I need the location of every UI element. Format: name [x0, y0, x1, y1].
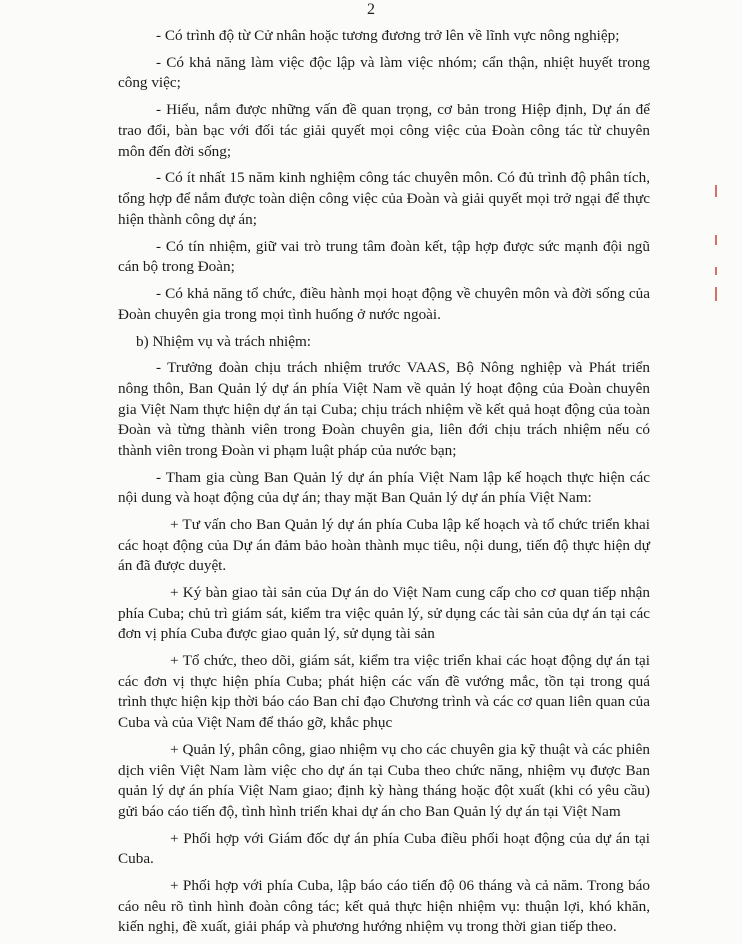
- paragraph-qualification-agreement: - Hiểu, nắm được những vấn đề quan trọng, cơ bản trong Hiệp định, Dự án để trao đổi, bàn bạc với đối tác giải quyết mọi công việc của Đoàn công tác từ chuyên môn đến đời sống;: [118, 101, 650, 160]
- margin-marks: [711, 185, 725, 315]
- paragraph-qualification-trust: - Có tín nhiệm, giữ vai trò trung tâm đoàn kết, tập hợp được sức mạnh đội ngũ cán bộ trong Đoàn;: [118, 237, 650, 276]
- paragraph-qualification-organization: - Có khả năng tổ chức, điều hành mọi hoạt động về chuyên môn và đời sống của Đoàn chuyên gia trong mọi tình huống ở nước ngoài.: [118, 285, 650, 323]
- document-body: [118, 26, 650, 944]
- paragraph-qualification-teamwork: - Có khả năng làm việc độc lập và làm việc nhóm; cẩn thận, nhiệt huyết trong công việc;: [118, 53, 650, 92]
- paragraph-duty-head: - Trưởng đoàn chịu trách nhiệm trước VAAS, Bộ Nông nghiệp và Phát triển nông thôn, Ban Quản lý dự án phía Việt Nam về quản lý hoạt động của Đoàn chuyên gia Việt Nam thực hiện dự án tại Cuba; chịu trách nhiệm về kết quả hoạt động của toàn Đoàn và từng thành viên trong Đoàn chuyên gia, liên đới chịu trách nhiệm nếu có thành viên trong Đoàn vi phạm luật pháp của nước bạn;: [118, 359, 650, 459]
- paragraph-task-report: + Phối hợp với phía Cuba, lập báo cáo tiến độ 06 tháng và cả năm. Trong báo cáo nêu rõ tình hình đoàn công tác; kết quả thực hiện nhiệm vụ: thuận lợi, khó khăn, kiến nghị, đề xuất, giải pháp và phương hướng nhiệm vụ trong thời gian tiếp theo.: [118, 877, 650, 936]
- paragraph-qualification-experience: - Có ít nhất 15 năm kinh nghiệm công tác chuyên môn. Có đủ trình độ phân tích, tổng hợp để nắm được toàn diện công việc của Đoàn và giải quyết mọi trở ngại để thực hiện thành công dự án;: [118, 169, 650, 228]
- page-number: 2: [367, 1, 375, 18]
- paragraph-task-coordinate: + Phối hợp với Giám đốc dự án phía Cuba điều phối hoạt động của dự án tại Cuba.: [118, 829, 650, 868]
- paragraph-qualification-degree: - Có trình độ từ Cử nhân hoặc tương đương trở lên về lĩnh vực nông nghiệp;: [156, 27, 620, 44]
- paragraph-task-supervise: + Tổ chức, theo dõi, giám sát, kiểm tra việc triển khai các hoạt động dự án tại các đơn vị thực hiện phía Cuba; phát hiện các vấn đề vướng mắc, tồn tại trong quá trình thực hiện kịp thời báo cáo Ban chỉ đạo Chương trình và các cơ quan liên quan của Cuba và của Việt Nam để tháo gỡ, khắc phục: [118, 652, 650, 732]
- section-heading-duties: b) Nhiệm vụ và trách nhiệm:: [136, 332, 312, 350]
- paragraph-task-manage: + Quản lý, phân công, giao nhiệm vụ cho các chuyên gia kỹ thuật và các phiên dịch viên Việt Nam làm việc cho dự án tại Cuba theo chức năng, nhiệm vụ được Ban quản lý dự án phía Việt Nam giao; định kỳ hàng tháng hoặc đột xuất (khi có yêu cầu) gửi báo cáo tiến độ, tình hình triển khai dự án cho Ban Quản lý dự án tại Việt Nam: [118, 740, 650, 820]
- paragraph-task-advise: + Tư vấn cho Ban Quản lý dự án phía Cuba lập kế hoạch và tổ chức triển khai các hoạt động của Dự án đảm bảo hoàn thành mục tiêu, nội dung, tiến độ thực hiện dự án đã được duyệt.: [118, 516, 650, 575]
- paragraph-duty-planning: - Tham gia cùng Ban Quản lý dự án phía Việt Nam lập kế hoạch thực hiện các nội dung và hoạt động của dự án; thay mặt Ban Quản lý dự án phía Việt Nam:: [118, 468, 650, 507]
- paragraph-task-handover: + Ký bàn giao tài sản của Dự án do Việt Nam cung cấp cho cơ quan tiếp nhận phía Cuba; chủ trì giám sát, kiểm tra việc quản lý, sử dụng các tài sản của dự án tại các đơn vị phía Cuba được giao quản lý, sử dụng tài sản: [118, 584, 650, 643]
